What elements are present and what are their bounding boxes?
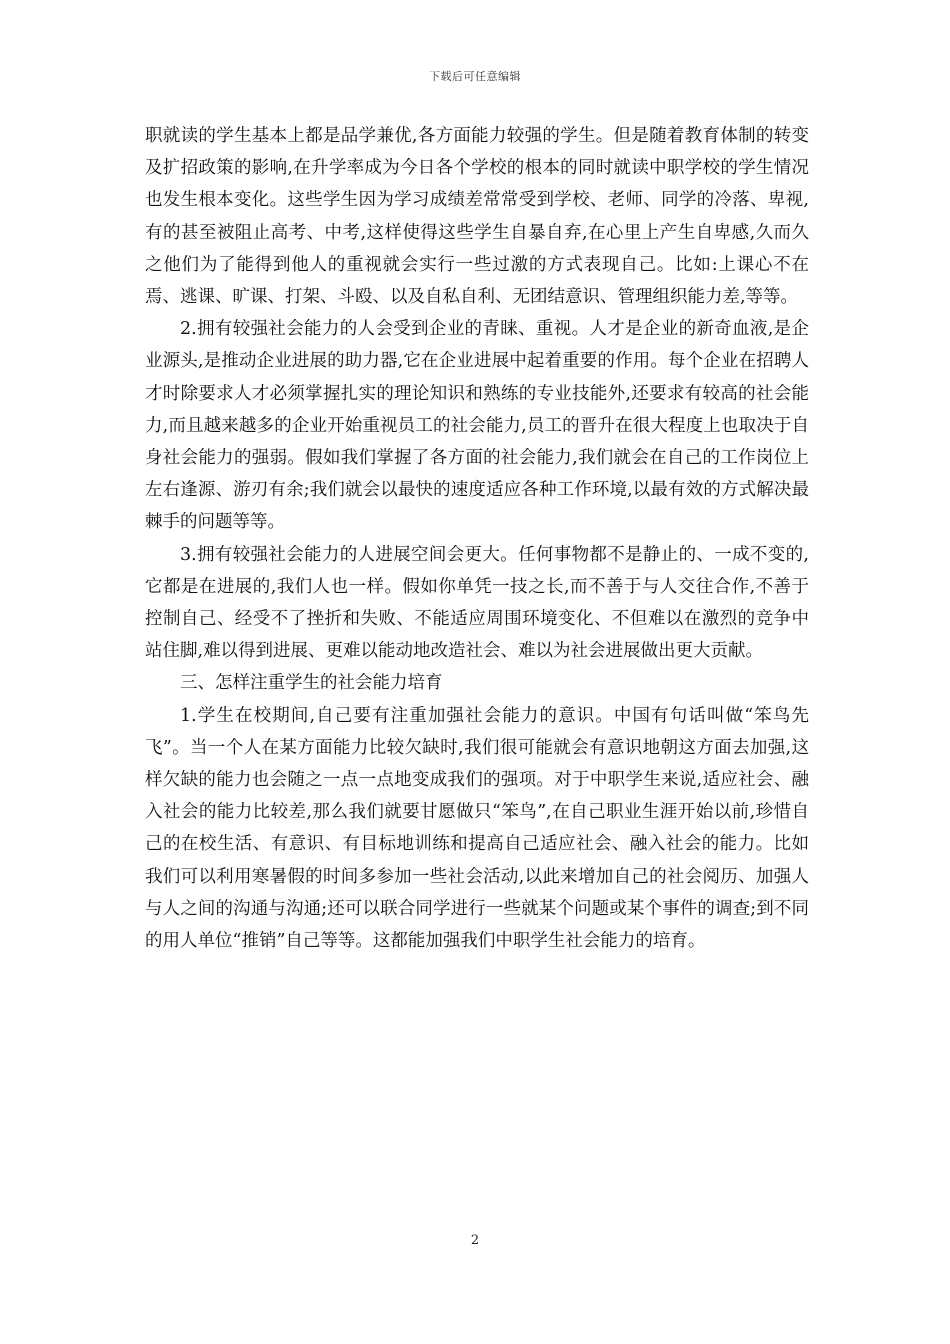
page-header: 下载后可任意编辑 (429, 70, 521, 83)
page-number: 2 (470, 1233, 480, 1248)
document-body (145, 120, 809, 957)
paragraph-section-point-1: 1.学生在校期间,自己要有注重加强社会能力的意识。中国有句话叫做“笨鸟先飞”。当一个人在某方面能力比较欠缺时,我们很可能就会有意识地朝这方面去加强,这样欠缺的能力也会随之一点一点地变成我们的强项。对于中职学生来说,适应社会、融入社会的能力比较差,那么我们就要甘愿做只“笨鸟”,在自己职业生涯开始以前,珍惜自己的在校生活、有意识、有目标地训练和提高自己适应社会、融入社会的能力。比如我们可以利用寒暑假的时间多参加一些社会活动,以此来增加自己的社会阅历、加强人与人之间的沟通与沟通;还可以联合同学进行一些就某个问题或某个事件的调查;到不同的用人单位“推销”自己等等。这都能加强我们中职学生社会能力的培育。 (145, 705, 809, 952)
section-heading: 三、怎样注重学生的社会能力培育 (180, 673, 443, 694)
paragraph-continued: 职就读的学生基本上都是品学兼优,各方面能力较强的学生。但是随着教育体制的转变及扩招政策的影响,在升学率成为今日各个学校的根本的同时就读中职学校的学生情况也发生根本变化。这些学生因为学习成绩差常常受到学校、老师、同学的冷落、卑视,有的甚至被阻止高考、中考,这样使得这些学生自暴自弃,在心里上产生自卑感,久而久之他们为了能得到他人的重视就会实行一些过激的方式表现自己。比如:上课心不在焉、逃课、旷课、打架、斗殴、以及自私自利、无团结意识、管理组织能力差,等等。 (145, 126, 809, 308)
paragraph-point-2: 2.拥有较强社会能力的人会受到企业的青睐、重视。人才是企业的新奇血液,是企业源头,是推动企业进展的助力器,它在企业进展中起着重要的作用。每个企业在招聘人才时除要求人才必须掌握扎实的理论知识和熟练的专业技能外,还要求有较高的社会能力,而且越来越多的企业开始重视员工的社会能力,员工的晋升在很大程度上也取决于自身社会能力的强弱。假如我们掌握了各方面的社会能力,我们就会在自己的工作岗位上左右逢源、游刃有余;我们就会以最快的速度适应各种工作环境,以最有效的方式解决最棘手的问题等等。 (145, 319, 809, 533)
paragraph-point-3: 3.拥有较强社会能力的人进展空间会更大。任何事物都不是静止的、一成不变的,它都是在进展的,我们人也一样。假如你单凭一技之长,而不善于与人交往合作,不善于控制自己、经受不了挫折和失败、不能适应周围环境变化、不但难以在激烈的竞争中站住脚,难以得到进展、更难以能动地改造社会、难以为社会进展做出更大贡献。 (145, 544, 809, 662)
